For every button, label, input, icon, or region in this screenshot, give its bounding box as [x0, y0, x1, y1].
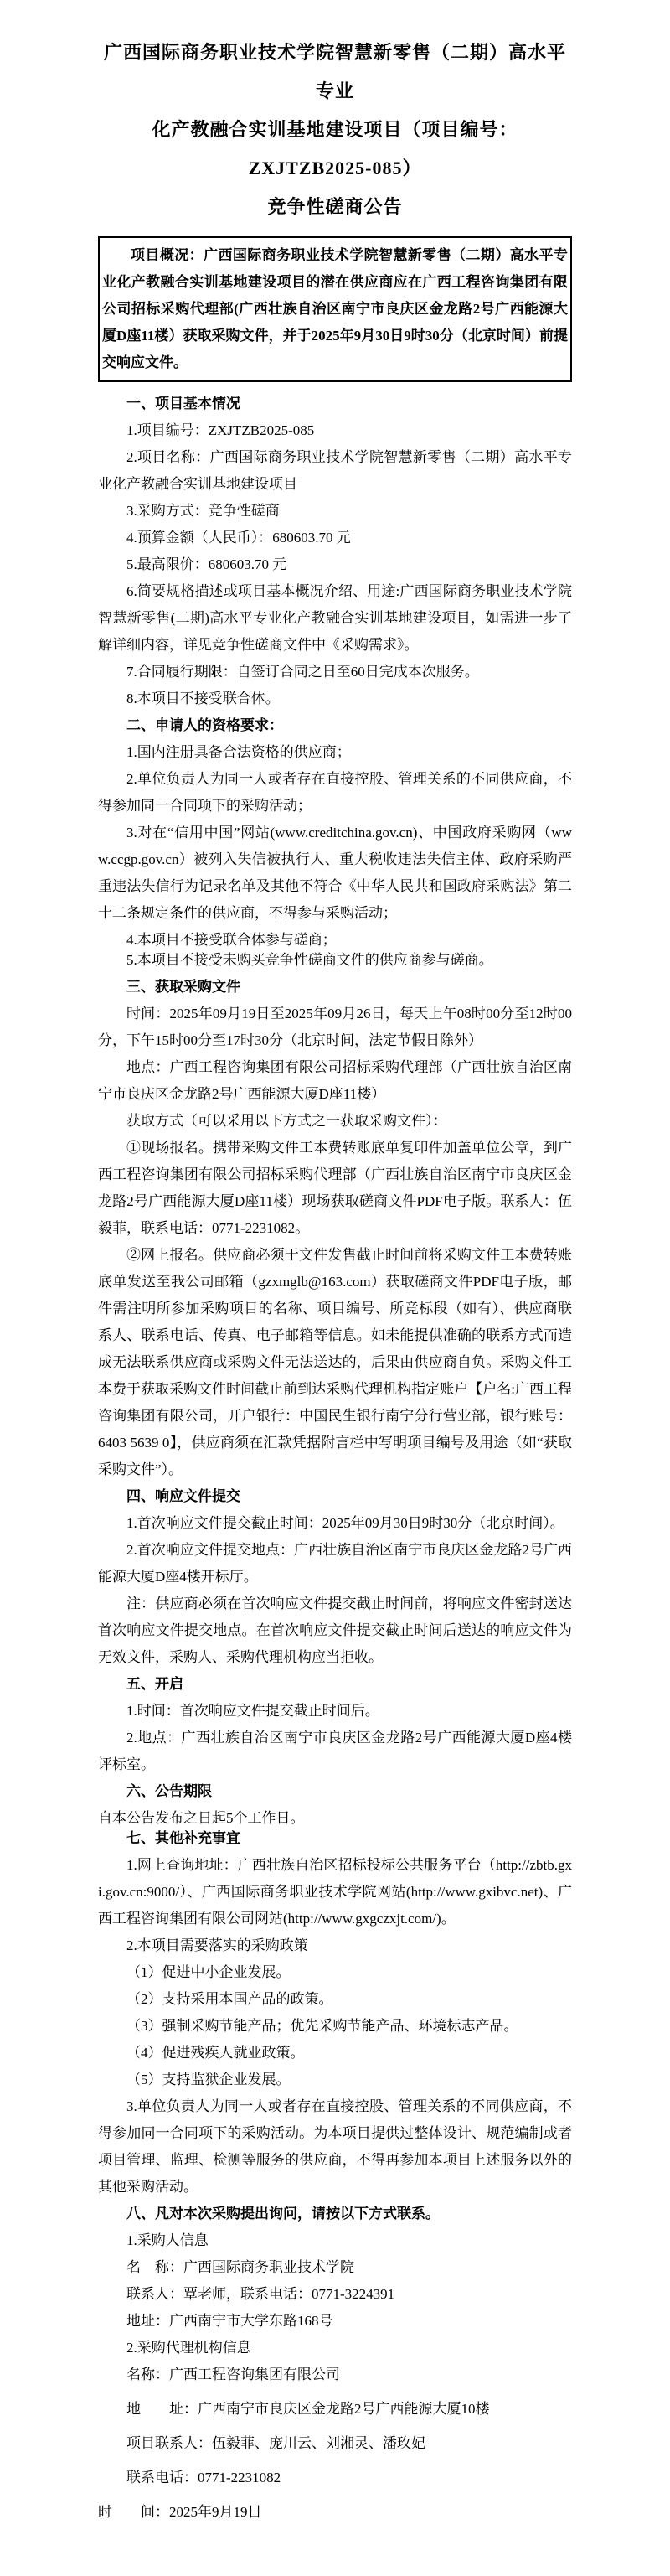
paragraph: 7.合同履行期限：自签订合同之日至60日完成本次服务。 [126, 664, 479, 680]
paragraph: 8.本项目不接受联合体。 [126, 691, 280, 706]
paragraph: 3.采购方式：竞争性磋商 [126, 503, 280, 519]
section-heading: 四、响应文件提交 [126, 1488, 240, 1504]
section-heading: 三、获取采购文件 [126, 979, 240, 995]
paragraph: 时间：2025年09月19日至2025年09月26日，每天上午08时00分至12时00分，下午15时00分至17时30分（北京时间，法定节假日除外） [98, 1006, 572, 1048]
paragraph: （3）强制采购节能产品；优先采购节能产品、环境标志产品。 [126, 2018, 518, 2034]
title-line-1: 广西国际商务职业技术学院智慧新零售（二期）高水平专业 [103, 42, 566, 101]
paragraph: 时 间：2025年9月19日 [98, 2504, 262, 2520]
paragraph: 6.简要规格描述或项目基本概况介绍、用途:广西国际商务职业技术学院智慧新零售(二期)高水平专业化产教融合实训基地建设项目，如需进一步了解详细内容，详见竞争性磋商文件中《采购需求》。 [98, 583, 572, 653]
paragraph: 3.单位负责人为同一人或者存在直接控股、管理关系的不同供应商，不得参加同一合同项下的采购活动。为本项目提供过整体设计、规范编制或者项目管理、监理、检测等服务的供应商，不得再参加本项目上述服务以外的其他采购活动。 [98, 2098, 572, 2195]
paragraph: 2.项目名称：广西国际商务职业技术学院智慧新零售（二期）高水平专业化产教融合实训基地建设项目 [98, 449, 572, 492]
paragraph: 1.国内注册具备合法资格的供应商； [126, 744, 351, 760]
paragraph: 2.地点：广西壮族自治区南宁市良庆区金龙路2号广西能源大厦D座4楼评标室。 [98, 1730, 572, 1772]
paragraph: 1.网上查询地址：广西壮族自治区招标投标公共服务平台（http://zbtb.gxi.gov.cn:9000/）、广西国际商务职业技术学院网站(http://www.gxibvc.net)、广西工程咨询集团有限公司网站(http://www.gxgczxjt.com/)。 [98, 1857, 572, 1927]
paragraph: 1.采购人信息 [126, 2232, 209, 2248]
paragraph: （5）支持监狱企业发展。 [126, 2072, 291, 2087]
paragraph: 2.单位负责人为同一人或者存在直接控股、管理关系的不同供应商，不得参加同一合同项下的采购活动； [98, 771, 572, 814]
paragraph: 2.首次响应文件提交地点：广西壮族自治区南宁市良庆区金龙路2号广西能源大厦D座4楼开标厅。 [98, 1542, 572, 1585]
paragraph: 1.时间：首次响应文件提交截止时间后。 [126, 1703, 379, 1719]
paragraph: 地址：广西南宁市大学东路168号 [126, 2313, 333, 2329]
paragraph: 自本公告发布之日起5个工作日。 [98, 1810, 305, 1826]
paragraph: 1.首次响应文件提交截止时间：2025年09月30日9时30分（北京时间）。 [126, 1515, 564, 1531]
title-line-3: 竞争性磋商公告 [267, 196, 403, 217]
paragraph: （4）促进残疾人就业政策。 [126, 2045, 305, 2061]
section-heading: 六、公告期限 [126, 1783, 212, 1799]
paragraph: 联系电话：0771-2231082 [126, 2470, 281, 2485]
page-title [98, 34, 572, 226]
section-heading: 一、项目基本情况 [126, 396, 240, 411]
paragraph: 5.本项目不接受未购买竞争性磋商文件的供应商参与磋商。 [126, 952, 493, 968]
paragraph: 5.最高限价：680603.70 元 [126, 556, 287, 572]
title-line-2: 化产教融合实训基地建设项目（项目编号：ZXJTZB2025-085） [152, 119, 518, 178]
paragraph: 2.本项目需要落实的采购政策 [126, 1937, 308, 1953]
paragraph: ①现场报名。携带采购文件工本费转账底单复印件加盖单位公章，到广西工程咨询集团有限公司招标采购代理部（广西壮族自治区南宁市良庆区金龙路2号广西能源大厦D座11楼）现场获取磋商文件PDF电子版。联系人：伍毅菲，联系电话：0771-2231082。 [98, 1140, 572, 1236]
paragraph: 项目联系人：伍毅菲、庞川云、刘湘灵、潘玫妃 [126, 2435, 425, 2451]
paragraph: ②网上报名。供应商必须于文件发售截止时间前将采购文件工本费转账底单发送至我公司邮箱（gzxmglb@163.com）获取磋商文件PDF电子版，邮件需注明所参加采购项目的名称、项目编号、所竞标段（如有）、供应商联系人、联系电话、传真、电子邮箱等信息。如未能提供准确的联系方式而造成无法联系供应商或采购文件无法送达的，后果由供应商自负。采购文件工本费于获取采购文件时间截止前到达采购代理机构指定账户【户名:广西工程咨询集团有限公司，开户银行：中国民生银行南宁分行营业部，银行账号：6403 5639 0】，供应商须在汇款凭据附言栏中写明项目编号及用途（如“获取采购文件”）。 [98, 1247, 572, 1477]
paragraph: 获取方式（可以采用以下方式之一获取采购文件）： [126, 1113, 447, 1129]
paragraph: 2.采购代理机构信息 [126, 2340, 251, 2356]
section-heading: 七、其他补充事宜 [126, 1830, 240, 1846]
paragraph: 4.本项目不接受联合体参与磋商； [126, 932, 337, 948]
paragraph: 1.项目编号：ZXJTZB2025-085 [126, 422, 315, 438]
document-body [98, 391, 572, 2526]
paragraph: 名 称：广西国际商务职业技术学院 [126, 2259, 354, 2275]
paragraph: 名称：广西工程咨询集团有限公司 [126, 2367, 340, 2382]
paragraph: 地 址：广西南宁市良庆区金龙路2号广西能源大厦10楼 [126, 2401, 490, 2417]
section-heading: 八、凡对本次采购提出询问，请按以下方式联系。 [126, 2206, 440, 2222]
paragraph: 3.对在“信用中国”网站(www.creditchina.gov.cn)、中国政府采购网（www.ccgp.gov.cn）被列入失信被执行人、重大税收违法失信主体、政府采购严重违法失信行为记录名单及其他不符合《中华人民共和国政府采购法》第二十二条规定条件的供应商，不得参与采购活动； [98, 825, 572, 921]
paragraph: （1）促进中小企业发展。 [126, 1964, 291, 1980]
paragraph: 地点：广西工程咨询集团有限公司招标采购代理部（广西壮族自治区南宁市良庆区金龙路2号广西能源大厦D座11楼） [98, 1059, 572, 1102]
section-heading: 二、申请人的资格要求： [126, 717, 283, 733]
paragraph: 注：供应商必须在首次响应文件提交截止时间前，将响应文件密封送达首次响应文件提交地点。在首次响应文件提交截止时间后送达的响应文件为无效文件，采购人、采购代理机构应当拒收。 [98, 1596, 572, 1665]
paragraph: （2）支持采用本国产品的政策。 [126, 1991, 333, 2007]
paragraph: 4.预算金额（人民币）：680603.70 元 [126, 530, 351, 546]
project-overview-text: 项目概况：广西国际商务职业技术学院智慧新零售（二期）高水平专业化产教融合实训基地建设项目的潜在供应商应在广西工程咨询集团有限公司招标采购代理部(广西壮族自治区南宁市良庆区金龙路2号广西能源大厦D座11楼）获取采购文件，并于2025年9月30日9时30分（北京时间）前提交响应文件。 [102, 247, 568, 370]
paragraph: 联系人：覃老师，联系电话：0771-3224391 [126, 2286, 395, 2302]
section-heading: 五、开启 [126, 1676, 183, 1692]
project-overview-box [98, 236, 572, 382]
